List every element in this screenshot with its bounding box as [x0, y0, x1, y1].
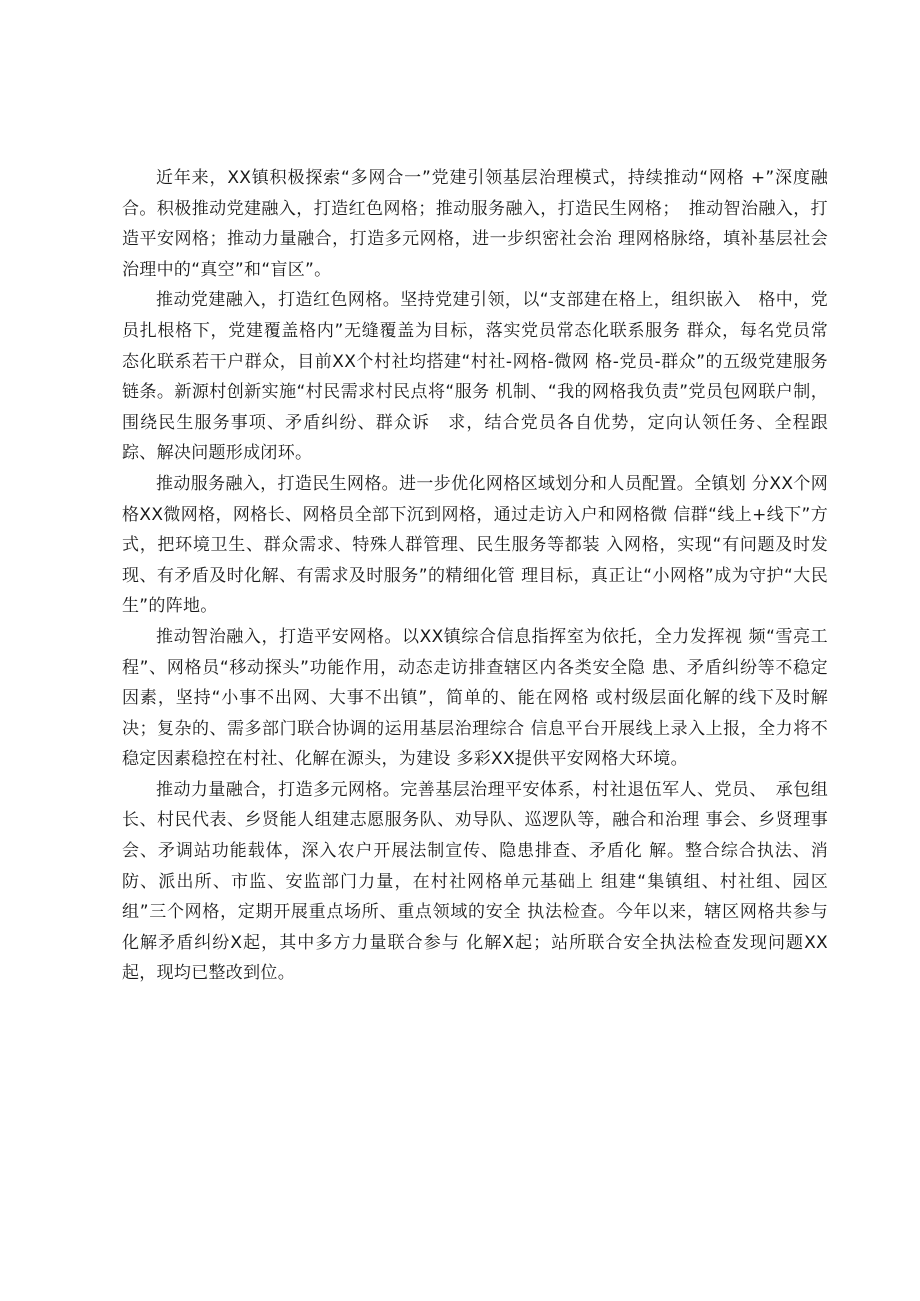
paragraph-diverse-grid: 推动力量融合，打造多元网格。完善基层治理平安体系，村社退伍军人、党员、 承包组长、村民代表、乡贤能人组建志愿服务队、劝导队、巡逻队等，融合和治理 事会、乡贤理事会、矛调站功能载体，深入农户开展法制宣传、隐患排查、矛盾化 解。整合综合执法、消防、派出所、市监、安监部门力量，在村社网格单元基础上 组建“集镇组、村社组、园区组”三个网格，定期开展重点场所、重点领域的安全 执法检查。今年以来，辖区网格共参与化解矛盾纠纷X起，其中多方力量联合参与 化解X起；站所联合安全执法检查发现问题XX起，现均已整改到位。 [122, 779, 828, 984]
paragraph-intro: 近年来，XX镇积极探索“多网合一”党建引领基层治理模式，持续推动“网格 +”深度融合。积极推动党建融入，打造红色网格；推动服务融入，打造民生网格； 推动智治融入，打造平安网格；推动力量融合，打造多元网格，进一步织密社会治 理网格脉络，填补基层社会治理中的“真空”和“盲区”。 [122, 168, 828, 280]
paragraph-livelihood-grid: 推动服务融入，打造民生网格。进一步优化网格区域划分和人员配置。全镇划 分XX个网格XX微网格，网格长、网格员全部下沉到网格，通过走访入户和网格微 信群“线上+线下”方式，把环境卫生、群众需求、特殊人群管理、民生服务等都装 入网格，实现“有问题及时发现、有矛盾及时化解、有需求及时服务”的精细化管 理目标，真正让“小网格”成为守护“大民生”的阵地。 [122, 473, 828, 617]
paragraph-safety-grid: 推动智治融入，打造平安网格。以XX镇综合信息指挥室为依托，全力发挥视 频“雪亮工程”、网格员“移动探头”功能作用，动态走访排查辖区内各类安全隐 患、矛盾纠纷等不稳定因素，坚持“小事不出网、大事不出镇”，简单的、能在网格 或村级层面化解的线下及时解决；复杂的、需多部门联合协调的运用基层治理综合 信息平台开展线上录入上报，全力将不稳定因素稳控在村社、化解在源头，为建设 多彩XX提供平安网格大环境。 [122, 626, 828, 770]
paragraph-red-grid: 推动党建融入，打造红色网格。坚持党建引领，以“支部建在格上，组织嵌入 格中，党员扎根格下，党建覆盖格内”无缝覆盖为目标，落实党员常态化联系服务 群众，每名党员常态化联系若干户群众，目前XX个村社均搭建“村社-网格-微网 格-党员-群众”的五级党建服务链条。新源村创新实施“村民需求村民点将“服务 机制、“我的网格我负责”党员包网联户制，围绕民生服务事项、矛盾纠纷、群众诉 求，结合党员各自优势，定向认领任务、全程跟踪、解决问题形成闭环。 [122, 290, 828, 464]
document-body [122, 163, 828, 989]
